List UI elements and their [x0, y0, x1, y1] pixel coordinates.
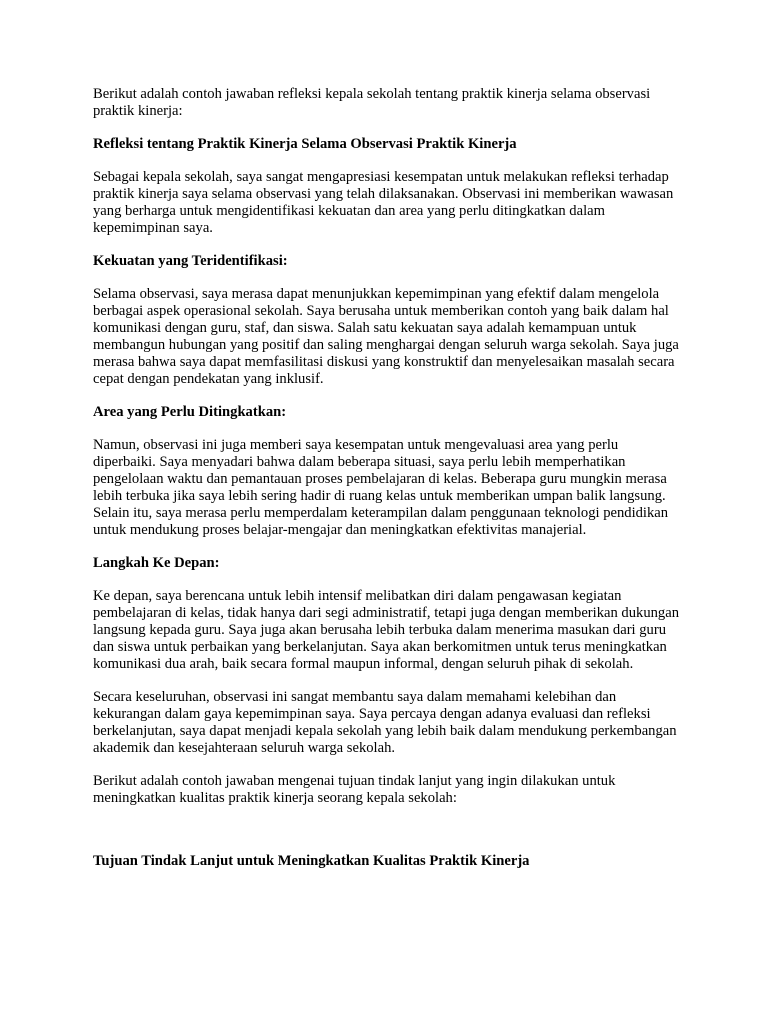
- strengths-paragraph: Selama observasi, saya merasa dapat menunjukkan kepemimpinan yang efektif dalam mengelola berbagai aspek operasional sekolah. Saya berusaha untuk memberikan contoh yang baik dalam hal komunikasi dengan guru, staf, dan siswa. Salah satu kekuatan saya adalah kemampuan untuk membangun hubungan yang positif dan saling menghargai dengan seluruh warga sekolah. Saya juga merasa bahwa saya dapat memfasilitasi diskusi yang konstruktif dan menyelesaikan masalah secara cepat dengan pendekatan yang inklusif.: [93, 286, 679, 387]
- followup-intro-paragraph: Berikut adalah contoh jawaban mengenai tujuan tindak lanjut yang ingin dilakukan untuk meningkatkan kualitas praktik kinerja seorang kepala sekolah:: [93, 773, 616, 806]
- opening-paragraph: Sebagai kepala sekolah, saya sangat mengapresiasi kesempatan untuk melakukan refleksi terhadap praktik kinerja saya selama observasi yang telah dilaksanakan. Observasi ini memberikan wawasan yang berharga untuk mengidentifikasi kekuatan dan area yang perlu ditingkatkan dalam kepemimpinan saya.: [93, 169, 674, 236]
- improvement-heading: Area yang Perlu Ditingkatkan:: [93, 404, 287, 420]
- next-steps-paragraph: Ke depan, saya berencana untuk lebih intensif melibatkan diri dalam pengawasan kegiatan pembelajaran di kelas, tidak hanya dari segi administratif, tetapi juga dengan memberikan dukungan langsung kepada guru. Saya juga akan berusaha lebih terbuka dalam menerima masukan dari guru dan siswa untuk perbaikan yang berkelanjutan. Saya akan berkomitmen untuk terus meningkatkan komunikasi dua arah, baik secara formal maupun informal, dengan seluruh pihak di sekolah.: [93, 588, 679, 672]
- conclusion-paragraph: Secara keseluruhan, observasi ini sangat membantu saya dalam memahami kelebihan dan kekurangan dalam gaya kepemimpinan saya. Saya percaya dengan adanya evaluasi dan refleksi berkelanjutan, saya dapat menjadi kepala sekolah yang lebih baik dalam mendukung perkembangan akademik dan kesejahteraan seluruh warga sekolah.: [93, 689, 677, 756]
- next-steps-heading: Langkah Ke Depan:: [93, 555, 220, 571]
- document-title: Refleksi tentang Praktik Kinerja Selama Observasi Praktik Kinerja: [93, 136, 517, 152]
- followup-heading: Tujuan Tindak Lanjut untuk Meningkatkan Kualitas Praktik Kinerja: [93, 853, 530, 869]
- strengths-heading: Kekuatan yang Teridentifikasi:: [93, 253, 288, 269]
- improvement-paragraph: Namun, observasi ini juga memberi saya kesempatan untuk mengevaluasi area yang perlu diperbaiki. Saya menyadari bahwa dalam beberapa situasi, saya perlu lebih memperhatikan pengelolaan waktu dan pemantauan proses pembelajaran di kelas. Beberapa guru mungkin merasa lebih terbuka jika saya lebih sering hadir di ruang kelas untuk memberikan umpan balik langsung. Selain itu, saya merasa perlu memperdalam keterampilan dalam penggunaan teknologi pendidikan untuk mendukung proses belajar-mengajar dan meningkatkan efektivitas manajerial.: [93, 437, 669, 538]
- intro-paragraph: Berikut adalah contoh jawaban refleksi kepala sekolah tentang praktik kinerja selama observasi praktik kinerja:: [93, 86, 651, 119]
- document-page: [93, 86, 683, 886]
